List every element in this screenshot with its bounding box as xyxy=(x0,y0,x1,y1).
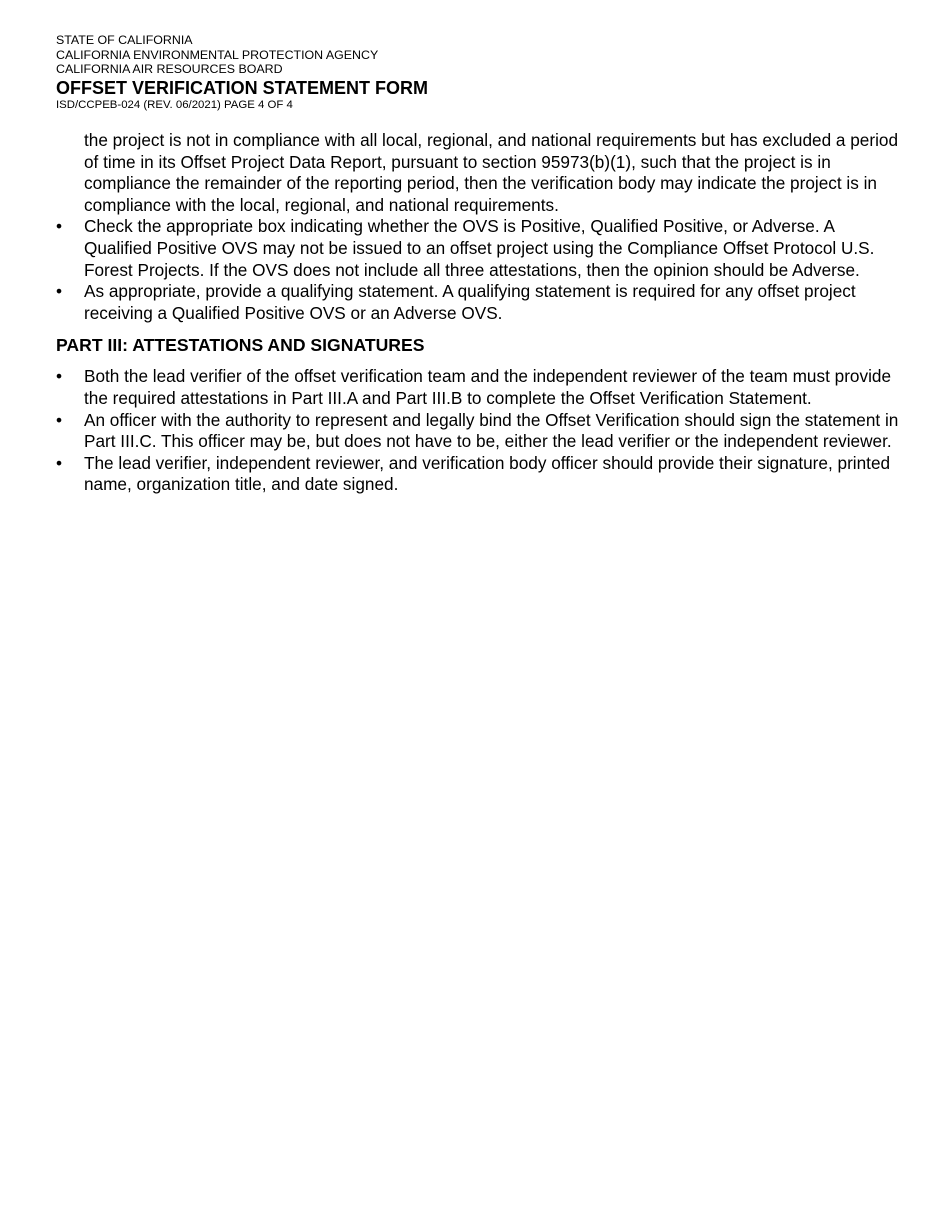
bullet-text: As appropriate, provide a qualifying statement. A qualifying statement is required for any offset project receiving a Qualified Positive OVS or an Adverse OVS. xyxy=(84,281,856,323)
continuation-paragraph: the project is not in compliance with all local, regional, and national requirements but has excluded a period of time in its Offset Project Data Report, pursuant to section 95973(b)(1), such that the project is in compliance the remainder of the reporting period, then the verification body may indicate the project is in compliance with the local, regional, and national requirements. xyxy=(84,130,899,215)
instructions-body xyxy=(56,130,902,496)
part3-heading: PART III: ATTESTATIONS AND SIGNATURES xyxy=(56,335,425,356)
part3-bullet-list xyxy=(56,366,902,496)
bullet-text: Both the lead verifier of the offset verification team and the independent reviewer of the team must provide the required attestations in Part III.A and Part III.B to complete the Offset Verification Statement. xyxy=(84,366,892,408)
part2-bullet-list xyxy=(56,216,902,324)
bullet-icon: • xyxy=(56,452,63,473)
form-title: OFFSET VERIFICATION STATEMENT FORM xyxy=(56,77,428,98)
page-header xyxy=(56,33,916,112)
agency-line: CALIFORNIA ENVIRONMENTAL PROTECTION AGENCY xyxy=(56,47,379,62)
bullet-icon: • xyxy=(56,281,63,302)
bullet-icon: • xyxy=(56,366,63,387)
form-id: ISD/CCPEB-024 (REV. 06/2021) PAGE 4 OF 4 xyxy=(56,98,293,111)
list-item xyxy=(56,366,902,409)
bullet-text: Check the appropriate box indicating whether the OVS is Positive, Qualified Positive, or Adverse. A Qualified Positive OVS may not be issued to an offset project using the Compliance Offset Protocol U.S. Forest Projects. If the OVS does not include all three attestations, then the opinion should be Adverse. xyxy=(84,216,875,280)
bullet-icon: • xyxy=(56,409,63,430)
list-item xyxy=(56,216,902,281)
list-item xyxy=(56,281,902,324)
bullet-text: The lead verifier, independent reviewer, and verification body officer should provide their signature, printed name, organization title, and date signed. xyxy=(84,452,891,495)
bullet-text: An officer with the authority to represent and legally bind the Offset Verification should sign the statement in Part III.C. This officer may be, but does not have to be, either the lead verifier or the independent reviewer. xyxy=(84,409,899,452)
state-line: STATE OF CALIFORNIA xyxy=(56,33,193,47)
bullet-icon: • xyxy=(56,216,63,237)
board-line: CALIFORNIA AIR RESOURCES BOARD xyxy=(56,62,283,76)
list-item xyxy=(56,410,902,453)
list-item xyxy=(56,453,902,496)
